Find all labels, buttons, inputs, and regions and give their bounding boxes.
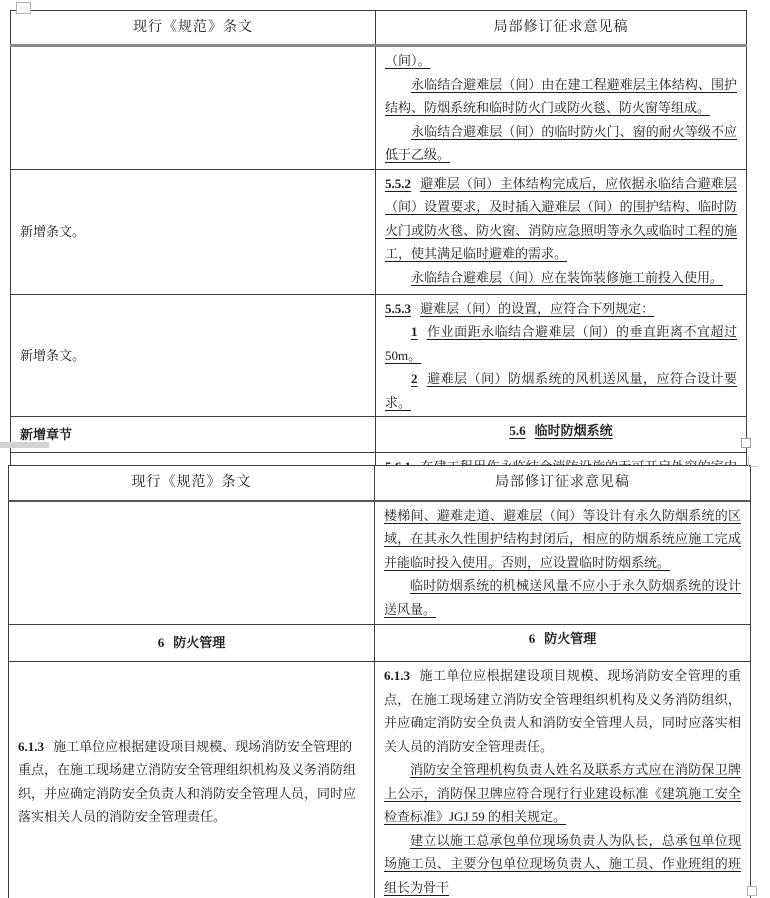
clause-paragraph	[385, 172, 737, 266]
clause-number: 5.5.3	[385, 300, 411, 316]
revision-draft-cell[interactable]	[375, 662, 751, 898]
clause-text: 新增条文。	[20, 223, 86, 239]
clause-paragraph	[384, 664, 741, 758]
table-row	[9, 662, 751, 898]
clause-paragraph	[385, 120, 737, 167]
clause-number: 6.1.3	[18, 738, 44, 754]
clause-paragraph	[20, 344, 366, 368]
column-header-revision: 局部修订征求意见稿	[375, 466, 751, 501]
clause-paragraph	[385, 297, 737, 321]
current-code-cell[interactable]	[11, 294, 376, 417]
current-code-cell[interactable]	[11, 46, 376, 170]
revision-draft-cell[interactable]	[375, 625, 751, 662]
table-row	[11, 294, 747, 417]
clause-paragraph	[385, 266, 737, 290]
current-code-cell[interactable]	[9, 625, 375, 662]
clause-text: 新增章节	[20, 426, 73, 442]
clause-text: 避难层（间）的设置，应符合下列规定：	[420, 300, 655, 316]
clause-paragraph	[18, 735, 365, 829]
current-code-cell[interactable]	[11, 169, 376, 294]
table-resize-handle-icon[interactable]	[747, 886, 757, 896]
page-gap-bar	[0, 442, 49, 448]
clause-text: 作业面距永临结合避难层（间）的垂直距离不宜超过 50m。	[385, 324, 737, 363]
clause-paragraph	[385, 49, 737, 73]
column-header-revision: 局部修订征求意见稿	[376, 11, 747, 46]
clause-number: 2	[411, 371, 418, 386]
table-row	[9, 501, 751, 625]
clause-number: 5.5.2	[385, 175, 411, 191]
clause-paragraph	[20, 220, 366, 244]
table-row	[11, 169, 747, 294]
clause-number: 6	[528, 631, 536, 646]
current-code-cell[interactable]	[9, 501, 375, 625]
clause-text: 永临结合避难层（间）的临时防火门、窗的耐火等级不应低于乙级。	[385, 123, 737, 162]
clause-text: 永临结合避难层（间）应在装饰装修施工前投入使用。	[411, 269, 724, 285]
table-row	[9, 625, 751, 662]
clause-paragraph	[385, 367, 737, 414]
clause-text: 永临结合避难层（间）由在建工程避难层主体结构、围护结构、防烟系统和临时防火门或防火毯、防火窗等组成。	[385, 76, 737, 115]
revision-draft-cell[interactable]	[376, 46, 747, 170]
revision-draft-cell[interactable]	[376, 294, 747, 417]
table-move-handle-icon[interactable]	[16, 2, 31, 14]
clause-paragraph	[384, 627, 741, 651]
clause-text: 消防安全管理机构负责人姓名及联系方式应在消防保卫牌上公示，消防保卫牌应符合现行行业建设标准《建筑施工安全检查标准》JGJ 59 的相关规定。	[384, 762, 741, 824]
page-corner-mark-icon	[748, 456, 758, 467]
current-code-cell[interactable]	[9, 662, 375, 898]
clause-paragraph	[385, 419, 737, 443]
clause-paragraph	[384, 758, 741, 829]
clause-text: 避难层（间）防烟系统的风机送风量，应符合设计要求。	[385, 371, 737, 410]
clause-number: 1	[411, 324, 418, 339]
table-row	[11, 46, 747, 170]
clause-number: 5.6	[509, 423, 526, 438]
clause-text: 避难层（间）主体结构完成后，应依据永临结合避难层（间）设置要求，及时插入避难层（间）的围护结构、临时防火门或防火毯、防火窗、消防应急照明等永久或临时工程的施工，使其满足临时避难的需求。	[385, 175, 737, 261]
clause-text: （间）。	[385, 53, 431, 68]
clause-paragraph	[385, 73, 737, 120]
revision-draft-cell[interactable]	[375, 501, 751, 625]
revision-draft-cell[interactable]	[376, 169, 747, 294]
table-header-row	[9, 466, 751, 501]
clause-text: 楼梯间、避难走道、避难层（间）等设计有永久防烟系统的区域，在其永久性围护结构封闭后，相应的防烟系统应施工完成并能临时投入使用。否则，应设置临时防烟系统。	[384, 507, 741, 570]
clause-text: 临时防烟系统	[534, 423, 613, 438]
clause-number: 6.1.3	[384, 668, 410, 683]
clause-paragraph	[20, 423, 366, 447]
clause-paragraph	[385, 320, 737, 367]
clause-text: 临时防烟系统的机械送风量不应小于永久防烟系统的设计送风量。	[384, 578, 741, 617]
clause-paragraph	[384, 574, 741, 621]
clause-text: 防火管理	[173, 635, 226, 651]
table-row	[11, 417, 747, 453]
comparison-table-1	[10, 10, 747, 505]
clause-text: 施工单位应根据建设项目规模、现场消防安全管理的重点，在施工现场建立消防安全管理组织机构及义务消防组织，并应确定消防安全负责人和消防安全管理人员，同时应落实相关人员的消防安全管理责任。	[18, 738, 357, 824]
clause-text: 建立以施工总承包单位现场负责人为队长，总承包单位现场施工员、主要分包单位现场负责人、施工员、作业班组的班组长为骨干	[384, 832, 741, 895]
clause-text: 新增条文。	[20, 347, 86, 363]
comparison-table-2	[8, 465, 751, 898]
table-header-row	[11, 11, 747, 46]
table-resize-handle-icon[interactable]	[741, 438, 751, 448]
clause-text: 防火管理	[544, 631, 597, 646]
column-header-current: 现行《规范》条文	[11, 11, 376, 46]
clause-text: 施工单位应根据建设项目规模、现场消防安全管理的重点，在施工现场建立消防安全管理组织机构及义务消防组织，并应确定消防安全负责人和消防安全管理人员，同时应落实相关人员的消防安全管理责任。	[384, 668, 741, 754]
clause-paragraph	[384, 504, 741, 575]
clause-paragraph	[384, 829, 741, 898]
clause-paragraph	[18, 631, 365, 655]
current-code-cell[interactable]	[11, 417, 376, 453]
column-header-current: 现行《规范》条文	[9, 466, 375, 501]
revision-draft-cell[interactable]	[376, 417, 747, 453]
clause-number: 6	[157, 635, 165, 651]
